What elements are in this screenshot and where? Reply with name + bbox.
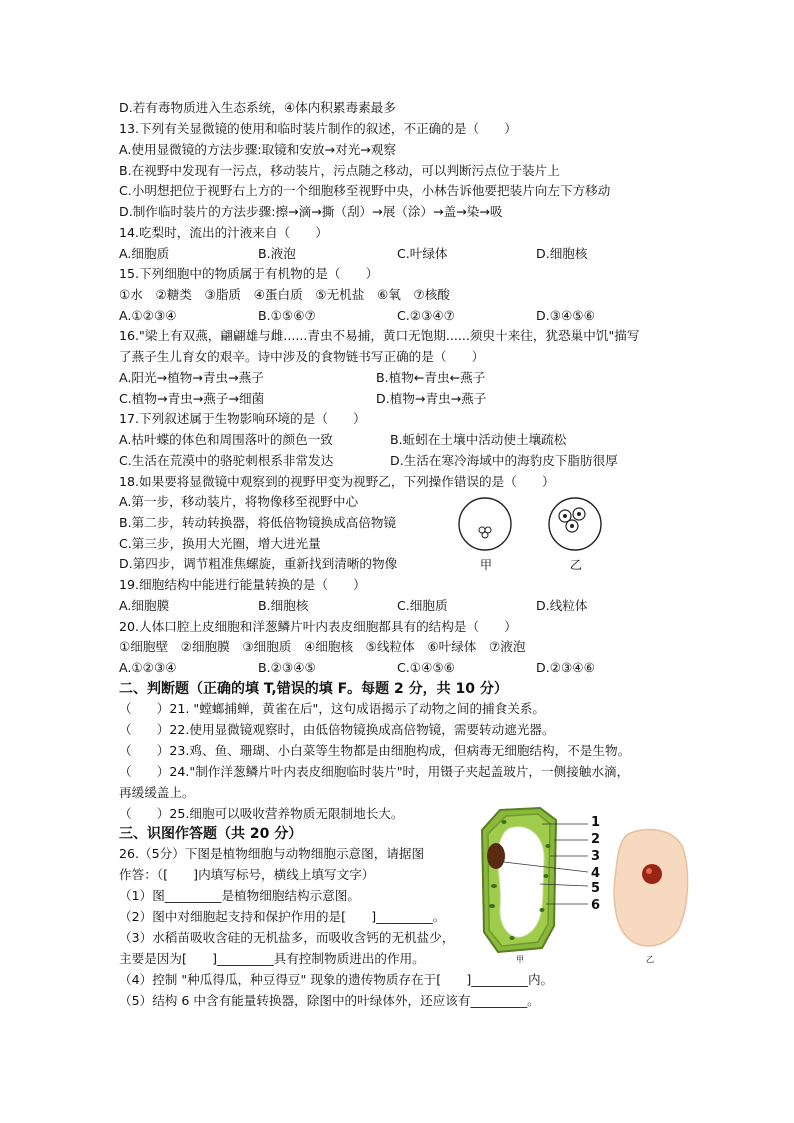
cell-label-1: 1 xyxy=(591,815,601,830)
text-line: ①细胞壁 ②细胞膜 ③细胞质 ④细胞核 ⑤线粒体 ⑥叶绿体 ⑦液泡 xyxy=(119,639,526,654)
text-line: 15.下列细胞中的物质属于有机物的是（ ） xyxy=(119,266,379,281)
cell-label-2: 2 xyxy=(591,832,601,847)
text-line: 19.细胞结构中能进行能量转换的是（ ） xyxy=(119,577,366,592)
text-line: （ ）24."制作洋葱鳞片叶内表皮细胞临时装片"时，用镊子夹起盖玻片，一侧接触水滴， xyxy=(119,764,630,779)
cell-diagram-figure xyxy=(476,806,698,966)
choice-option: B.②③④⑤ xyxy=(258,660,316,675)
cell-label-4: 4 xyxy=(591,866,601,881)
plant-nucleus xyxy=(487,843,505,869)
choice-option: B.植物←青虫←燕子 xyxy=(376,370,486,385)
choice-option: B.液泡 xyxy=(258,246,296,261)
microscope-view-svg xyxy=(455,492,615,576)
choice-option: C.细胞质 xyxy=(397,598,448,613)
text-line: （5）结构 6 中含有能量转换器，除图中的叶绿体外，还应该有_________。 xyxy=(119,993,540,1008)
text-line: （4）控制 "种瓜得瓜，种豆得豆" 现象的遗传物质存在于[ ]_________内。 xyxy=(119,972,554,987)
plant-cell xyxy=(482,808,556,952)
text-line: 主要是因为[ ]_________具有控制物质进出的作用。 xyxy=(119,951,425,966)
text-line: （ ）22.使用显微镜观察时，由低倍物镜换成高倍物镜，需要转动遮光器。 xyxy=(119,722,555,737)
text-line: 再缓缓盖上。 xyxy=(119,785,195,800)
text-line: 了燕子生儿育女的艰辛。诗中涉及的食物链书写正确的是（ ） xyxy=(119,349,485,364)
choice-option: C.叶绿体 xyxy=(397,246,448,261)
text-line: 作答：（[ ]内填写标号，横线上填写文字） xyxy=(119,867,375,882)
text-line: D.制作临时装片的方法步骤:擦→滴→撕（刮）→展（涂）→盖→染→吸 xyxy=(119,204,503,219)
choice-option: A.阳光→植物→青虫→燕子 xyxy=(119,370,264,385)
choice-option: C.①④⑤⑥ xyxy=(397,660,455,675)
cell-label-5: 5 xyxy=(591,881,601,896)
choice-option: A.枯叶蝶的体色和周围落叶的颜色一致 xyxy=(119,432,333,447)
text-line: D.若有毒物质进入生态系统，④体内积累毒素最多 xyxy=(119,100,396,115)
text-line: 13.下列有关显微镜的使用和临时装片制作的叙述，不正确的是（ ） xyxy=(119,121,517,136)
text-line: ①水 ②糖类 ③脂质 ④蛋白质 ⑤无机盐 ⑥氧 ⑦核酸 xyxy=(119,287,450,302)
section-heading: 二、判断题（正确的填 T,错误的填 F。每题 2 分，共 10 分） xyxy=(119,681,508,697)
text-line: 26.（5分）下图是植物细胞与动物细胞示意图，请据图 xyxy=(119,846,425,861)
choice-option: A.细胞膜 xyxy=(119,598,170,613)
view-jia-circle xyxy=(459,498,511,550)
view-yi-circle xyxy=(549,498,601,550)
view-jia-label: 甲 xyxy=(480,558,493,572)
text-line: C.第三步，换用大光圈，增大进光量 xyxy=(119,536,321,551)
microscope-view-figure xyxy=(455,492,615,576)
choice-option: B.①⑤⑥⑦ xyxy=(258,308,316,323)
choice-option: C.生活在荒漠中的骆驼刺根系非常发达 xyxy=(119,453,334,468)
text-line: 17.下列叙述属于生物影响环境的是（ ） xyxy=(119,411,366,426)
text-line: A.使用显微镜的方法步骤:取镜和安放→对光→观察 xyxy=(119,142,397,157)
choice-option: D.②③④⑥ xyxy=(536,660,595,675)
text-line: 14.吃梨时，流出的汁液来自（ ） xyxy=(119,225,328,240)
choice-option: D.细胞核 xyxy=(536,246,588,261)
choice-option: A.①②③④ xyxy=(119,660,177,675)
cell-label-3: 3 xyxy=(591,849,601,864)
choice-option: A.细胞质 xyxy=(119,246,170,261)
text-line: B.在视野中发现有一污点，移动装片，污点随之移动，可以判断污点位于装片上 xyxy=(119,163,560,178)
text-line: （1）图_________是植物细胞结构示意图。 xyxy=(119,888,360,903)
text-line: 20.人体口腔上皮细胞和洋葱鳞片叶内表皮细胞都具有的结构是（ ） xyxy=(119,619,517,634)
choice-option: B.细胞核 xyxy=(258,598,309,613)
text-line: （2）图中对细胞起支持和保护作用的是[ ]_________。 xyxy=(119,909,446,924)
choice-option: C.②③④⑦ xyxy=(397,308,455,323)
text-line: C.小明想把位于视野右上方的一个细胞移至视野中央，小林告诉他要把装片向左下方移动 xyxy=(119,183,611,198)
text-line: （3）水稻苗吸收含硅的无机盐多，而吸收含钙的无机盐少， xyxy=(119,930,455,945)
choice-option: C.植物→青虫→燕子→细菌 xyxy=(119,391,265,406)
animal-nucleus xyxy=(642,864,662,884)
section-heading: 三、识图作答题（共 20 分） xyxy=(119,826,303,842)
animal-cell xyxy=(614,830,687,946)
text-line: B.第二步，转动转换器，将低倍物镜换成高倍物镜 xyxy=(119,515,397,530)
text-line: （ ）21. "螳螂捕蝉，黄雀在后"，这句成语揭示了动物之间的捕食关系。 xyxy=(119,701,546,716)
choice-option: D.植物→青虫→燕子 xyxy=(376,391,487,406)
text-line: 18.如果要将显微镜中观察到的视野甲变为视野乙，下列操作错误的是（ ） xyxy=(119,474,555,489)
choice-option: B.蚯蚓在土壤中活动使土壤疏松 xyxy=(390,432,567,447)
choice-option: D.线粒体 xyxy=(536,598,588,613)
cell-label-6: 6 xyxy=(591,898,601,913)
view-yi-label: 乙 xyxy=(570,558,583,572)
text-line: （ ）23.鸡、鱼、珊瑚、小白菜等生物都是由细胞构成，但病毒无细胞结构，不是生物。 xyxy=(119,743,631,758)
text-line: 16."梁上有双燕，翩翩雄与雌......青虫不易捕，黄口无饱期......须臾十来往，犹恐巢中饥"描写 xyxy=(119,328,640,343)
cell-diagram-svg xyxy=(476,806,698,966)
text-line: D.第四步，调节粗准焦螺旋，重新找到清晰的物像 xyxy=(119,556,398,571)
choice-option: D.生活在寒冷海域中的海豹皮下脂肪很厚 xyxy=(390,453,618,468)
choice-option: D.③④⑤⑥ xyxy=(536,308,595,323)
animal-cell-label: 乙 xyxy=(646,955,654,964)
plant-cell-label: 甲 xyxy=(516,955,524,964)
text-line: A.第一步，移动装片，将物像移至视野中心 xyxy=(119,494,359,509)
text-line: （ ）25.细胞可以吸收营养物质无限制地长大。 xyxy=(119,806,404,821)
choice-option: A.①②③④ xyxy=(119,308,177,323)
